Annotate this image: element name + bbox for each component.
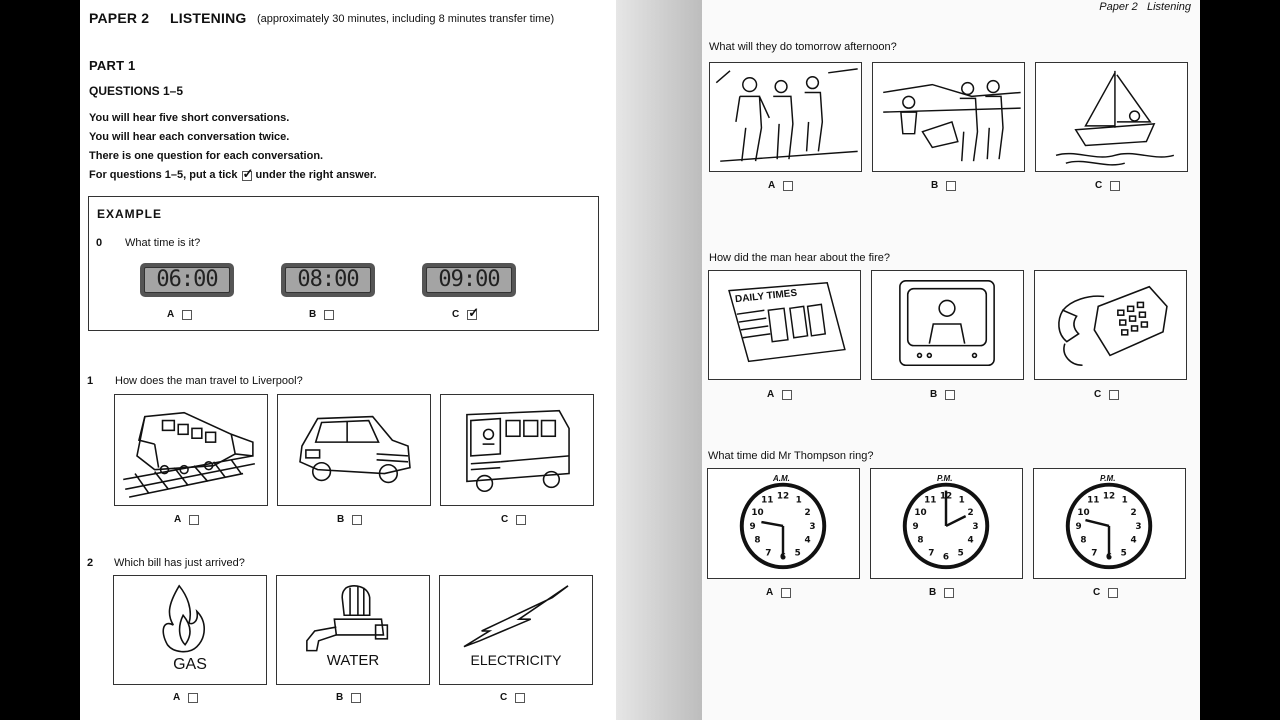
television-icon [872,271,1023,379]
option-letter: C [452,309,460,320]
bus-picture [440,394,594,506]
instruction-line: You will hear five short conversations. [89,112,290,124]
svg-text:7: 7 [1091,548,1098,559]
phone-picture [1034,270,1187,380]
q3-option-b[interactable] [931,180,956,191]
q3-question: What will they do tomorrow afternoon? [709,41,897,53]
car-icon [278,395,430,505]
q1-number: 1 [87,375,94,387]
instruction-text: under the right answer. [255,169,377,181]
answer-checkbox[interactable] [945,390,955,400]
q2-option-c[interactable] [500,692,525,703]
q3-option-a[interactable] [768,180,793,191]
electricity-picture [439,575,593,685]
answer-checkbox[interactable] [324,310,334,320]
option-c[interactable] [452,304,480,320]
analog-clock-icon [1034,469,1185,578]
option-letter: B [337,514,345,525]
sailing-picture [1035,62,1188,172]
newspaper-title: DAILY TIMES [734,287,798,306]
clock-picture-c [1033,468,1186,579]
q1-option-c[interactable] [501,514,526,525]
bus-icon [441,395,593,505]
people-walking-icon [710,63,861,171]
clock-time: 06:00 [144,267,230,293]
svg-text:3: 3 [1135,521,1142,532]
option-letter: C [501,514,509,525]
svg-text:9: 9 [912,521,919,532]
questions-heading: QUESTIONS 1–5 [89,84,184,98]
answer-checkbox[interactable] [515,693,525,703]
analog-clock-icon [708,469,859,578]
book-gutter [616,0,702,720]
q4-option-a[interactable] [767,389,792,400]
clock-time: 08:00 [285,267,371,293]
telephone-icon [1035,271,1186,379]
clock-picture-b [870,468,1023,579]
q2-question: Which bill has just arrived? [114,557,245,569]
svg-text:2: 2 [967,508,974,519]
electricity-label: ELECTRICITY [470,652,562,668]
water-picture [276,575,430,685]
option-letter: B [930,389,938,400]
analog-clock-icon [871,469,1022,578]
svg-text:8: 8 [754,535,761,546]
answer-checkbox[interactable] [352,515,362,525]
q5-question: What time did Mr Thompson ring? [708,450,874,462]
option-letter: B [929,587,937,598]
instructions [89,109,377,185]
people-beach-icon [873,63,1024,171]
clock-pm-label: P.M. [1100,474,1116,483]
instruction-text: For questions 1–5, put a tick [89,169,238,181]
option-a[interactable] [167,309,192,320]
left-page [80,0,616,720]
answer-checkbox[interactable] [182,310,192,320]
digital-clock [281,263,375,297]
q2-number: 2 [87,557,94,569]
q1-question: How does the man travel to Liverpool? [115,375,303,387]
svg-text:3: 3 [972,521,979,532]
running-head: Paper 2 Listening [1099,1,1191,13]
svg-text:9: 9 [1075,521,1082,532]
train-picture [114,394,268,506]
paper-label: PAPER 2 [89,10,150,26]
option-letter: A [174,514,182,525]
answer-checkbox[interactable] [1110,181,1120,191]
option-letter: A [173,692,181,703]
svg-text:6: 6 [942,552,950,563]
option-letter: C [1094,389,1102,400]
clock-picture-a [707,468,860,579]
answer-checkbox[interactable] [351,693,361,703]
svg-text:5: 5 [1120,548,1127,559]
right-page [702,0,1200,720]
option-letter: B [309,309,317,320]
section-label: LISTENING [170,10,247,26]
svg-text:4: 4 [967,535,974,546]
newspaper-picture [708,270,861,380]
q5-option-c[interactable] [1093,587,1118,598]
svg-text:7: 7 [928,548,935,559]
svg-text:2: 2 [1130,508,1137,519]
q5-option-a[interactable] [766,587,791,598]
car-picture [277,394,431,506]
svg-text:1: 1 [958,495,965,506]
option-letter: A [766,587,774,598]
gas-label: GAS [173,656,207,673]
answer-checkbox-checked[interactable] [467,304,480,320]
answer-checkbox[interactable] [516,515,526,525]
svg-text:8: 8 [1080,535,1087,546]
svg-text:10: 10 [1077,508,1090,519]
tick-box-sample [242,165,254,181]
svg-text:12: 12 [776,491,790,502]
svg-text:2: 2 [804,508,811,519]
svg-text:10: 10 [914,508,927,519]
example-question: What time is it? [125,237,201,249]
option-letter: C [1095,180,1103,191]
q2-option-b[interactable] [336,692,361,703]
svg-text:9: 9 [749,521,756,532]
option-letter: C [500,692,508,703]
newspaper-icon [709,271,860,379]
digital-clock [140,263,234,297]
option-b[interactable] [309,309,334,320]
option-letter: A [767,389,775,400]
example-title: EXAMPLE [97,207,163,221]
answer-checkbox[interactable] [783,181,793,191]
q4-option-c[interactable] [1094,389,1119,400]
svg-text:4: 4 [804,535,811,546]
svg-text:5: 5 [794,548,801,559]
part-heading: PART 1 [89,58,136,73]
svg-text:8: 8 [917,535,924,546]
water-label: WATER [326,652,380,669]
beach-picture [872,62,1025,172]
q4-question: How did the man hear about the fire? [709,252,891,264]
example-number: 0 [96,237,103,249]
gas-picture [113,575,267,685]
answer-checkbox[interactable] [1108,588,1118,598]
answer-checkbox[interactable] [946,181,956,191]
option-letter: B [931,180,939,191]
svg-text:5: 5 [957,548,964,559]
svg-text:11: 11 [1087,495,1100,506]
answer-checkbox[interactable] [1109,390,1119,400]
option-letter: B [336,692,344,703]
tick-icon: ✓ [468,304,480,320]
svg-text:7: 7 [765,548,772,559]
svg-text:6: 6 [1105,552,1113,563]
tick-icon: ✓ [242,165,254,181]
sailboat-icon [1036,63,1187,171]
svg-text:4: 4 [1130,535,1137,546]
clock-am-label: A.M. [773,474,790,483]
q5-option-b[interactable] [929,587,954,598]
option-letter: C [1093,587,1101,598]
instruction-line [89,166,377,185]
svg-text:1: 1 [795,495,802,506]
svg-text:1: 1 [1121,495,1128,506]
time-note: (approximately 30 minutes, including 8 minutes transfer time) [257,13,555,25]
clock-pm-label: P.M. [937,474,953,483]
instruction-line: There is one question for each conversation. [89,150,324,162]
q1-option-a[interactable] [174,514,199,525]
svg-text:10: 10 [751,508,764,519]
option-letter: A [167,309,175,320]
instruction-line: You will hear each conversation twice. [89,131,290,143]
train-icon [115,395,267,505]
svg-text:11: 11 [761,495,774,506]
answer-checkbox[interactable] [189,515,199,525]
q1-option-b[interactable] [337,514,362,525]
answer-checkbox[interactable] [944,588,954,598]
clock-time: 09:00 [426,267,512,293]
svg-text:3: 3 [809,521,816,532]
svg-text:6: 6 [779,552,787,563]
answer-checkbox[interactable] [188,693,198,703]
q3-option-c[interactable] [1095,180,1120,191]
answer-checkbox[interactable] [781,588,791,598]
example-box [88,196,599,331]
svg-text:12: 12 [1102,491,1116,502]
walking-picture [709,62,862,172]
svg-text:11: 11 [924,495,937,506]
svg-text:12: 12 [939,491,953,502]
option-letter: A [768,180,776,191]
tv-picture [871,270,1024,380]
digital-clock [422,263,516,297]
q2-option-a[interactable] [173,692,198,703]
q4-option-b[interactable] [930,389,955,400]
answer-checkbox[interactable] [782,390,792,400]
